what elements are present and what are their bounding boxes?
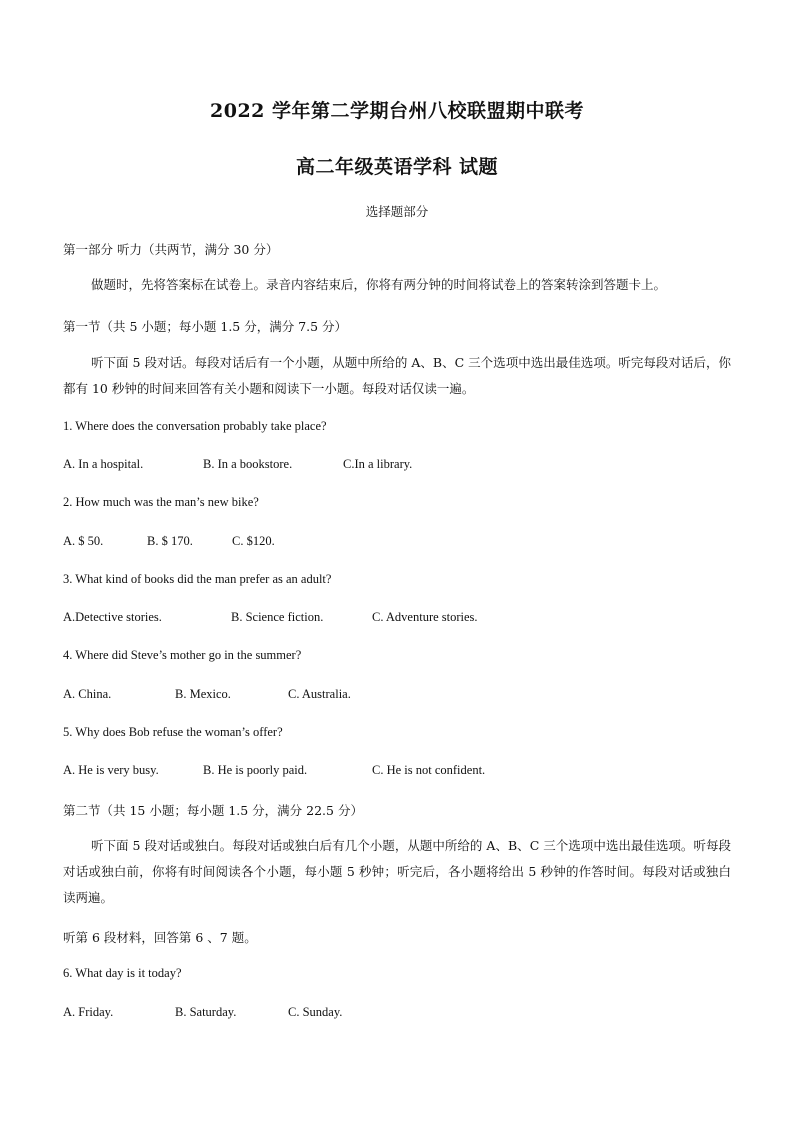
- option-c: C. He is not confident.: [372, 763, 486, 777]
- option-a: A. Friday.: [63, 1005, 114, 1019]
- option-c: C. Adventure stories.: [372, 610, 478, 624]
- section1-heading: 第一节（共 5 小题；每小题 1.5 分，满分 7.5 分）: [63, 319, 348, 334]
- option-b: B. He is poorly paid.: [203, 763, 308, 777]
- question-stem: 3. What kind of books did the man prefer as an adult?: [63, 572, 332, 586]
- question-stem: 4. Where did Steve’s mother go in the summer?: [63, 648, 302, 662]
- option-c: C. Sunday.: [288, 1005, 343, 1019]
- option-c: C. $120.: [232, 534, 275, 548]
- exam-subject-title: 高二年级英语学科 试题: [295, 156, 499, 178]
- question-stem: 6. What day is it today?: [63, 966, 182, 980]
- option-c: C.In a library.: [343, 457, 413, 471]
- material-note: 听第 6 段材料，回答第 6 、7 题。: [63, 930, 257, 945]
- section1-instruction: 听下面 5 段对话。每段对话后有一个小题，从题中所给的 A、B、C 三个选项中选出最佳选项。听完每段对话后，你都有 10 秒钟的时间来回答有关小题和阅读下一小题。每段对话仅读一遍。: [63, 355, 731, 396]
- option-b: B. Science fiction.: [231, 610, 324, 624]
- part1-heading: 第一部分 听力（共两节，满分 30 分）: [63, 242, 279, 257]
- section2-heading: 第二节（共 15 小题；每小题 1.5 分，满分 22.5 分）: [63, 803, 363, 818]
- question-stem: 1. Where does the conversation probably take place?: [63, 419, 327, 433]
- question-stem: 5. Why does Bob refuse the woman’s offer?: [63, 725, 283, 739]
- option-b: B. In a bookstore.: [203, 457, 293, 471]
- option-a: A. $ 50.: [63, 534, 104, 548]
- section-subtitle: 选择题部分: [365, 204, 429, 219]
- option-a: A. China.: [63, 687, 112, 701]
- part1-instruction: 做题时，先将答案标在试卷上。录音内容结束后，你将有两分钟的时间将试卷上的答案转涂到答题卡上。: [91, 277, 667, 292]
- option-b: B. $ 170.: [147, 534, 193, 548]
- option-a: A. He is very busy.: [63, 763, 159, 777]
- option-b: B. Saturday.: [175, 1005, 237, 1019]
- option-c: C. Australia.: [288, 687, 351, 701]
- option-a: A.Detective stories.: [63, 610, 162, 624]
- question-stem: 2. How much was the man’s new bike?: [63, 495, 259, 509]
- option-b: B. Mexico.: [175, 687, 231, 701]
- exam-title: 2022 学年第二学期台州八校联盟期中联考: [210, 100, 584, 122]
- option-a: A. In a hospital.: [63, 457, 144, 471]
- section2-instruction: 听下面 5 段对话或独白。每段对话或独白后有几个小题，从题中所给的 A、B、C 三个选项中选出最佳选项。听每段对话或独白前，你将有时间阅读各个小题，每小题 5 秒钟；听完后，各小题将给出 5 秒钟的作答时间。每段对话或独白读两遍。: [63, 838, 731, 905]
